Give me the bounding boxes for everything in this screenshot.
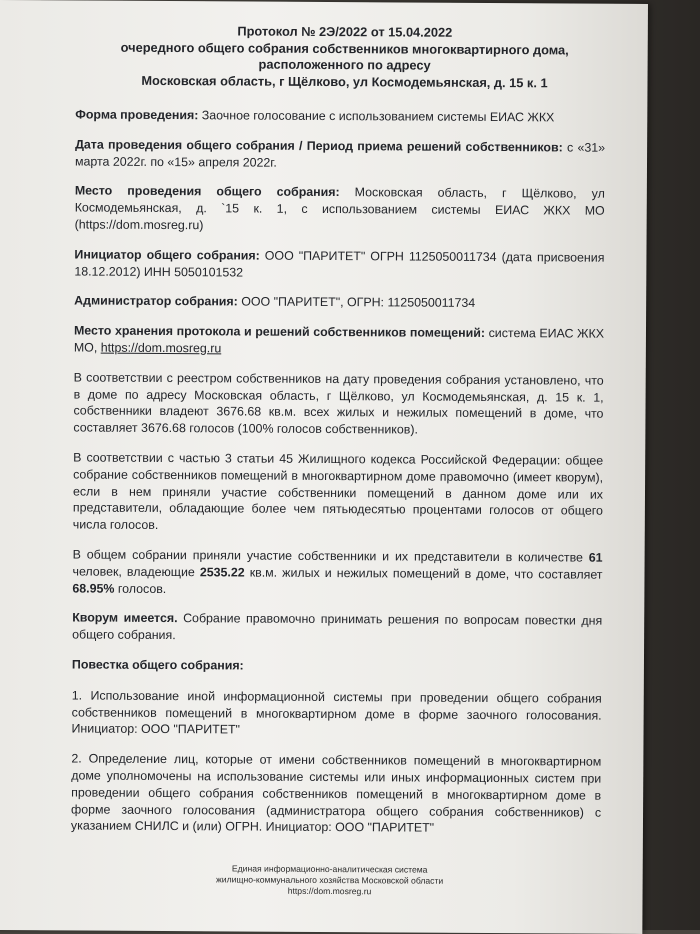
place-field (75, 183, 605, 237)
admin-label: Администратор собрания: (74, 293, 238, 309)
quorum-value: Собрание правомочно принимать решения по вопросам повестки дня общего собрания. (72, 611, 603, 643)
dates-value: с «31» марта 2022г. по «15» апреля 2022г. (74, 140, 606, 170)
participant-area: 2535.22 (199, 564, 245, 580)
dates-field (75, 136, 605, 173)
initiator-label: Инициатор общего собрания: (74, 247, 260, 263)
footer-line: жилищно-коммунального хозяйства Московской области (216, 874, 444, 886)
housing-code-paragraph: В соответствии с частью 3 статьи 45 Жилищного кодекса Российской Федерации: общее собрание собственников помещений в многоквартирном доме правомочно (имеет кворум), если в нем приняли участие собственники помещений в данном доме или их представители, обладающие более чем пятьюдесятью процентами голосов от общего числа голосов. (72, 450, 604, 533)
meeting-type: очередного общего собрания собственников многоквартирного дома, (120, 39, 569, 57)
footer-url: https://dom.mosreg.ru (287, 885, 372, 897)
participation-paragraph (72, 546, 602, 600)
quorum-label: Кворум имеется. (72, 610, 178, 626)
participation-text-1: В общем собрании приняли участие собственники и их представители в количестве (72, 547, 589, 565)
address-intro: расположенного по адресу (258, 56, 431, 73)
participation-text-3: кв.м. жилых и нежилых помещений в доме, что составляет (244, 565, 603, 582)
registry-paragraph: В соответствии с реестром собственников на дату проведения собрания установлено, что в доме по адресу Московская область, г Щёлково, ул Космодемьянская, д. 15 к. 1, собственники владеют 3676.68 кв.м. всех жилых и нежилых помещений в доме, что составляет 3676.68 голосов (100% голосов собственников). (73, 370, 604, 437)
storage-label: Место хранения протокола и решений собственников помещений: (73, 323, 486, 341)
participation-text-4: голосов. (114, 581, 167, 596)
storage-field (74, 323, 604, 360)
initiator-field (74, 246, 604, 283)
storage-link[interactable]: https://dom.mosreg.ru (100, 340, 222, 356)
dates-label: Дата проведения общего собрания / Период приема решений собственников: (75, 137, 563, 155)
admin-field (74, 293, 604, 313)
agenda-title: Повестка общего собрания: (71, 657, 244, 673)
place-label: Место проведения общего собрания: (74, 183, 340, 200)
address: Московская область, г Щёлково, ул Космодемьянская, д. 15 к. 1 (141, 72, 548, 90)
participant-count: 61 (588, 550, 603, 565)
footer-line: Единая информационно-аналитическая система (231, 863, 428, 875)
place-value: Московская область, г Щёлково, ул Космодемьянская, д. `15 к. 1, с использованием системы ЕИАС ЖКХ МО (https://dom.mosreg.ru) (74, 185, 605, 233)
document-header (79, 22, 609, 91)
page-footer (195, 863, 465, 898)
form-value: Заочное голосование с использованием системы ЕИАС ЖКХ (198, 108, 555, 125)
agenda-item: 2. Определение лиц, которые от имени собственников помещений в многоквартирном доме уполномочены на использование системы или иных информационных систем при проведении общего собрания собственников помещений в многоквартирном доме в форме заочного голосования (администратора общего собрания собственников) с указанием СНИЛС и (или) ОГРН. Инициатор: ООО "ПАРИТЕТ" (70, 751, 602, 835)
participant-percent: 68.95% (72, 580, 115, 596)
form-label: Форма проведения: (75, 107, 199, 123)
agenda-item: 1. Использование иной информационной системы при проведении общего собрания собственников помещений в многоквартирном доме в форме заочного голосования. Инициатор: ООО "ПАРИТЕТ" (71, 688, 602, 737)
document-content (71, 22, 606, 850)
quorum-paragraph (72, 610, 602, 647)
storage-value: система ЕИАС ЖКХ МО, (73, 326, 605, 355)
protocol-title: Протокол № 2Э/2022 от 15.04.2022 (237, 23, 453, 40)
participation-text-2: человек, владеющие (72, 564, 200, 579)
form-field (75, 106, 605, 126)
admin-value: ООО "ПАРИТЕТ", ОГРН: 1125050011734 (237, 294, 476, 311)
initiator-value: ООО "ПАРИТЕТ" ОГРН 1125050011734 (дата присвоения 18.12.2012) ИНН 5050101532 (74, 248, 605, 280)
